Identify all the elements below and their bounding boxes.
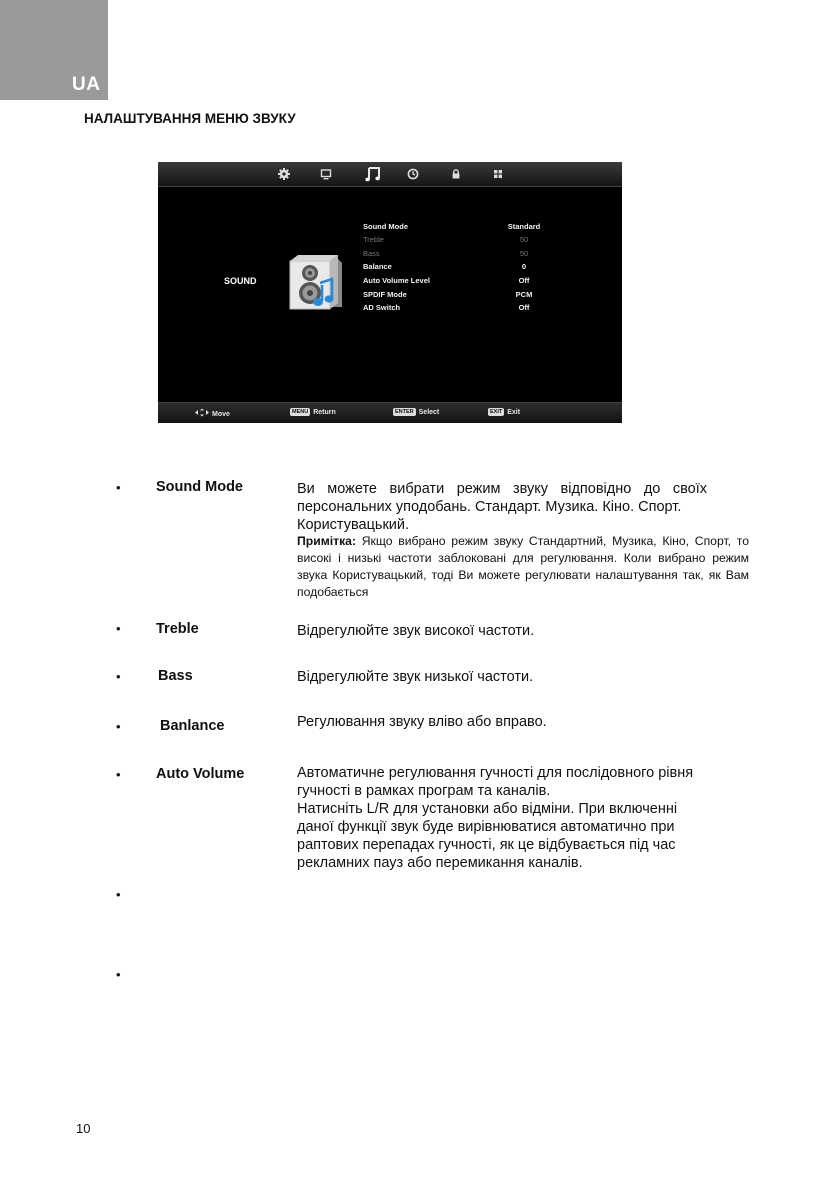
term-sound-mode: Sound Mode	[156, 479, 243, 495]
apps-grid-icon[interactable]	[491, 167, 505, 181]
term-auto-volume: Auto Volume	[156, 766, 245, 782]
hint-return: MENU Return	[292, 409, 336, 416]
speaker-icon	[284, 253, 344, 311]
bullet: •	[116, 887, 121, 902]
tv-section-label: SOUND	[224, 276, 257, 286]
clock-icon[interactable]	[406, 167, 420, 181]
lock-icon[interactable]	[449, 167, 463, 181]
settings-gear-icon[interactable]	[277, 167, 291, 181]
hint-select: ENTER Select	[395, 409, 440, 416]
tv-menu-tabs	[158, 162, 622, 187]
section-title: НАЛАШТУВАННЯ МЕНЮ ЗВУКУ	[84, 111, 296, 126]
desc-treble: Відрегулюйте звук високої частоти.	[297, 623, 535, 639]
term-bass: Bass	[158, 668, 193, 684]
desc-auto-volume: Автоматичне регулювання гучності для послідовного рівня гучності в рамках програм та каналів. Натисніть L/R для установки або відміни. При включенні даної функції звук буде вирівнюватися автоматично при раптових перепадах гучності, як це відбувається під час рекламних пауз або перемикання каналів.	[297, 765, 694, 871]
menu-item-ad-switch[interactable]: AD Switch Off	[363, 303, 530, 312]
language-code: UA	[72, 74, 101, 95]
menu-item-balance[interactable]: Balance 0	[363, 262, 527, 271]
desc-bass: Відрегулюйте звук низької частоти.	[297, 669, 534, 685]
menu-item-sound-mode[interactable]: Sound Mode Standard	[363, 222, 541, 231]
music-note-icon[interactable]	[364, 165, 382, 183]
term-balance: Banlance	[160, 718, 225, 734]
note-sound-mode: Примітка: Якщо вибрано режим звуку Стандартний, Музика, Кіно, Спорт, то високі і низькі частоти заблоковані для регулювання. Коли вибрано режим звука Користувацький, тоді Ви можете регулювати налаштування так, як Вам подобається	[297, 534, 750, 599]
desc-balance: Регулювання звуку вліво або вправо.	[297, 714, 547, 730]
bullet: •	[116, 621, 121, 636]
menu-item-bass[interactable]: Bass 50	[363, 249, 529, 258]
picture-monitor-icon[interactable]	[319, 167, 333, 181]
tv-hint-bar	[158, 402, 622, 423]
exit-key: EXIT	[490, 409, 503, 415]
tv-sound-menu-screenshot	[158, 162, 622, 423]
menu-item-treble[interactable]: Treble 50	[363, 235, 529, 244]
move-arrows-icon	[194, 408, 210, 417]
language-tab	[0, 0, 108, 100]
bullet: •	[116, 480, 121, 495]
bullet: •	[116, 767, 121, 782]
bullet: •	[116, 719, 121, 734]
page-number: 10	[76, 1121, 91, 1136]
enter-key: ENTER	[395, 409, 414, 415]
menu-item-spdif-mode[interactable]: SPDIF Mode PCM	[363, 290, 533, 299]
bullet: •	[116, 967, 121, 982]
desc-sound-mode: Ви можете вибрати режим звуку відповідно до своїх персональних уподобань. Стандарт. Музика. Кіно. Спорт. Користувацький.	[297, 481, 707, 533]
bullet: •	[116, 669, 121, 684]
term-treble: Treble	[156, 621, 199, 637]
hint-exit: EXIT Exit	[490, 409, 521, 416]
menu-item-auto-volume-level[interactable]: Auto Volume Level Off	[363, 276, 530, 285]
hint-move: Move	[194, 408, 230, 418]
menu-key: MENU	[292, 409, 309, 415]
